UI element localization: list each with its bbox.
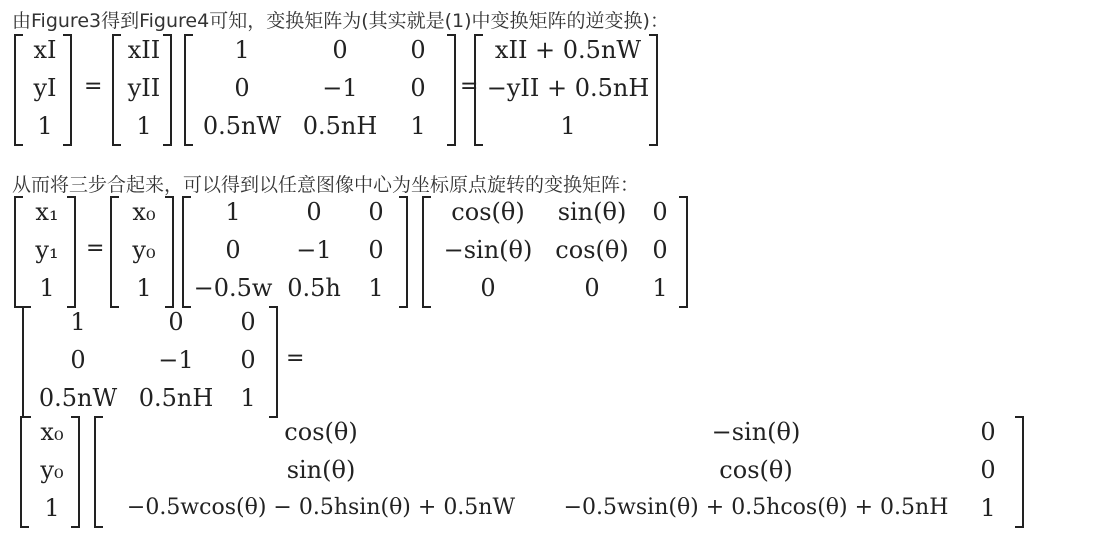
matrix-cell: 0 (225, 236, 241, 264)
matrix-cell: −1 (296, 236, 332, 264)
matrix-cell: sin(θ) (286, 456, 356, 484)
matrix-cell: 0 (240, 346, 256, 374)
matrix-cell: cos(θ) (284, 418, 358, 446)
matrix-lhs (14, 34, 72, 146)
matrix-cell: 1 (980, 494, 996, 522)
matrix-cell: −0.5wcos(θ) − 0.5hsin(θ) + 0.5nW (126, 495, 516, 520)
matrix-cell: 0 (368, 236, 384, 264)
matrix-result (474, 34, 658, 146)
matrix-cell: y₀ (132, 236, 156, 264)
matrix-cell: cos(θ) (719, 456, 793, 484)
matrix-cell: 1 (410, 112, 426, 140)
matrix-cell: yII (127, 74, 161, 102)
matrix-cell: −yII + 0.5nH (486, 74, 650, 102)
matrix-cell: 0.5nH (138, 384, 214, 412)
matrix-cell: 1 (560, 112, 576, 140)
matrix-cell: 0 (584, 274, 600, 302)
equals-sign: = (86, 236, 105, 261)
matrix-cell: xI (33, 36, 57, 64)
matrix-cell: −sin(θ) (443, 236, 533, 264)
matrix-translate (182, 196, 408, 308)
matrix-cell: 0.5nW (38, 384, 118, 412)
matrix-cell: 1 (39, 274, 55, 302)
matrix-cell: xII + 0.5nW (494, 36, 642, 64)
matrix-cell: 1 (136, 112, 152, 140)
matrix-cell: 0 (168, 308, 184, 336)
matrix-cell: 0 (306, 198, 322, 226)
matrix-cell: 0 (70, 346, 86, 374)
matrix-cell: 1 (70, 308, 86, 336)
matrix-cell: 0 (368, 198, 384, 226)
matrix-cell: y₀ (40, 456, 64, 484)
intro-line-2: 从而将三步合起来，可以得到以任意图像中心为坐标原点旋转的变换矩阵： (12, 174, 640, 196)
matrix-cell: 1 (44, 494, 60, 522)
equals-sign: = (460, 74, 479, 99)
matrix-cell: 1 (234, 36, 250, 64)
matrix-cell: 0 (652, 198, 668, 226)
matrix-cell: cos(θ) (555, 236, 629, 264)
matrix-cell: x₀ (132, 198, 156, 226)
matrix-cell: −1 (322, 74, 358, 102)
matrix-cell: 1 (136, 274, 152, 302)
matrix-cell: x₀ (40, 418, 64, 446)
matrix-cell: 0.5nH (302, 112, 378, 140)
matrix-combined (94, 416, 1024, 528)
matrix-cell: x₁ (35, 198, 59, 226)
matrix-vector (112, 34, 172, 146)
equals-sign: = (286, 346, 305, 371)
matrix-cell: 0 (980, 456, 996, 484)
matrix-cell: 0 (410, 36, 426, 64)
matrix-cell: 1 (652, 274, 668, 302)
matrix-cell: −sin(θ) (711, 418, 801, 446)
matrix-cell: −0.5wsin(θ) + 0.5hcos(θ) + 0.5nH (563, 495, 949, 520)
matrix-cell: cos(θ) (451, 198, 525, 226)
matrix-cell: 0 (234, 74, 250, 102)
matrix-cell: 0.5h (287, 274, 341, 302)
equation-2 (14, 196, 714, 308)
matrix-lhs (14, 196, 76, 308)
matrix-cell: −1 (158, 346, 194, 374)
intro-line-1: 由Figure3得到Figure4可知，变换矩阵为(其实就是(1)中变换矩阵的逆变换)： (12, 10, 669, 32)
matrix-vector (110, 196, 174, 308)
matrix-cell: 1 (368, 274, 384, 302)
matrix-cell: 0 (480, 274, 496, 302)
matrix-cell: xII (127, 36, 161, 64)
equation-1 (14, 34, 674, 146)
matrix-vector (20, 416, 80, 528)
equation-3 (14, 416, 1044, 528)
matrix-rotate (422, 196, 688, 308)
matrix-flip (22, 306, 278, 418)
matrix-cell: 1 (225, 198, 241, 226)
matrix-cell: 0 (240, 308, 256, 336)
matrix-cell: 1 (37, 112, 53, 140)
matrix-cell: 0.5nW (202, 112, 282, 140)
matrix-cell: sin(θ) (557, 198, 627, 226)
matrix-cell: 0 (410, 74, 426, 102)
matrix-cell: y₁ (35, 236, 59, 264)
equation-2-cont (14, 306, 334, 418)
matrix-cell: 0 (980, 418, 996, 446)
matrix-cell: 0 (652, 236, 668, 264)
matrix-flip (184, 34, 456, 146)
equals-sign: = (84, 74, 103, 99)
matrix-cell: 1 (240, 384, 256, 412)
matrix-cell: yI (33, 74, 57, 102)
matrix-cell: 0 (332, 36, 348, 64)
matrix-cell: −0.5w (193, 274, 273, 302)
